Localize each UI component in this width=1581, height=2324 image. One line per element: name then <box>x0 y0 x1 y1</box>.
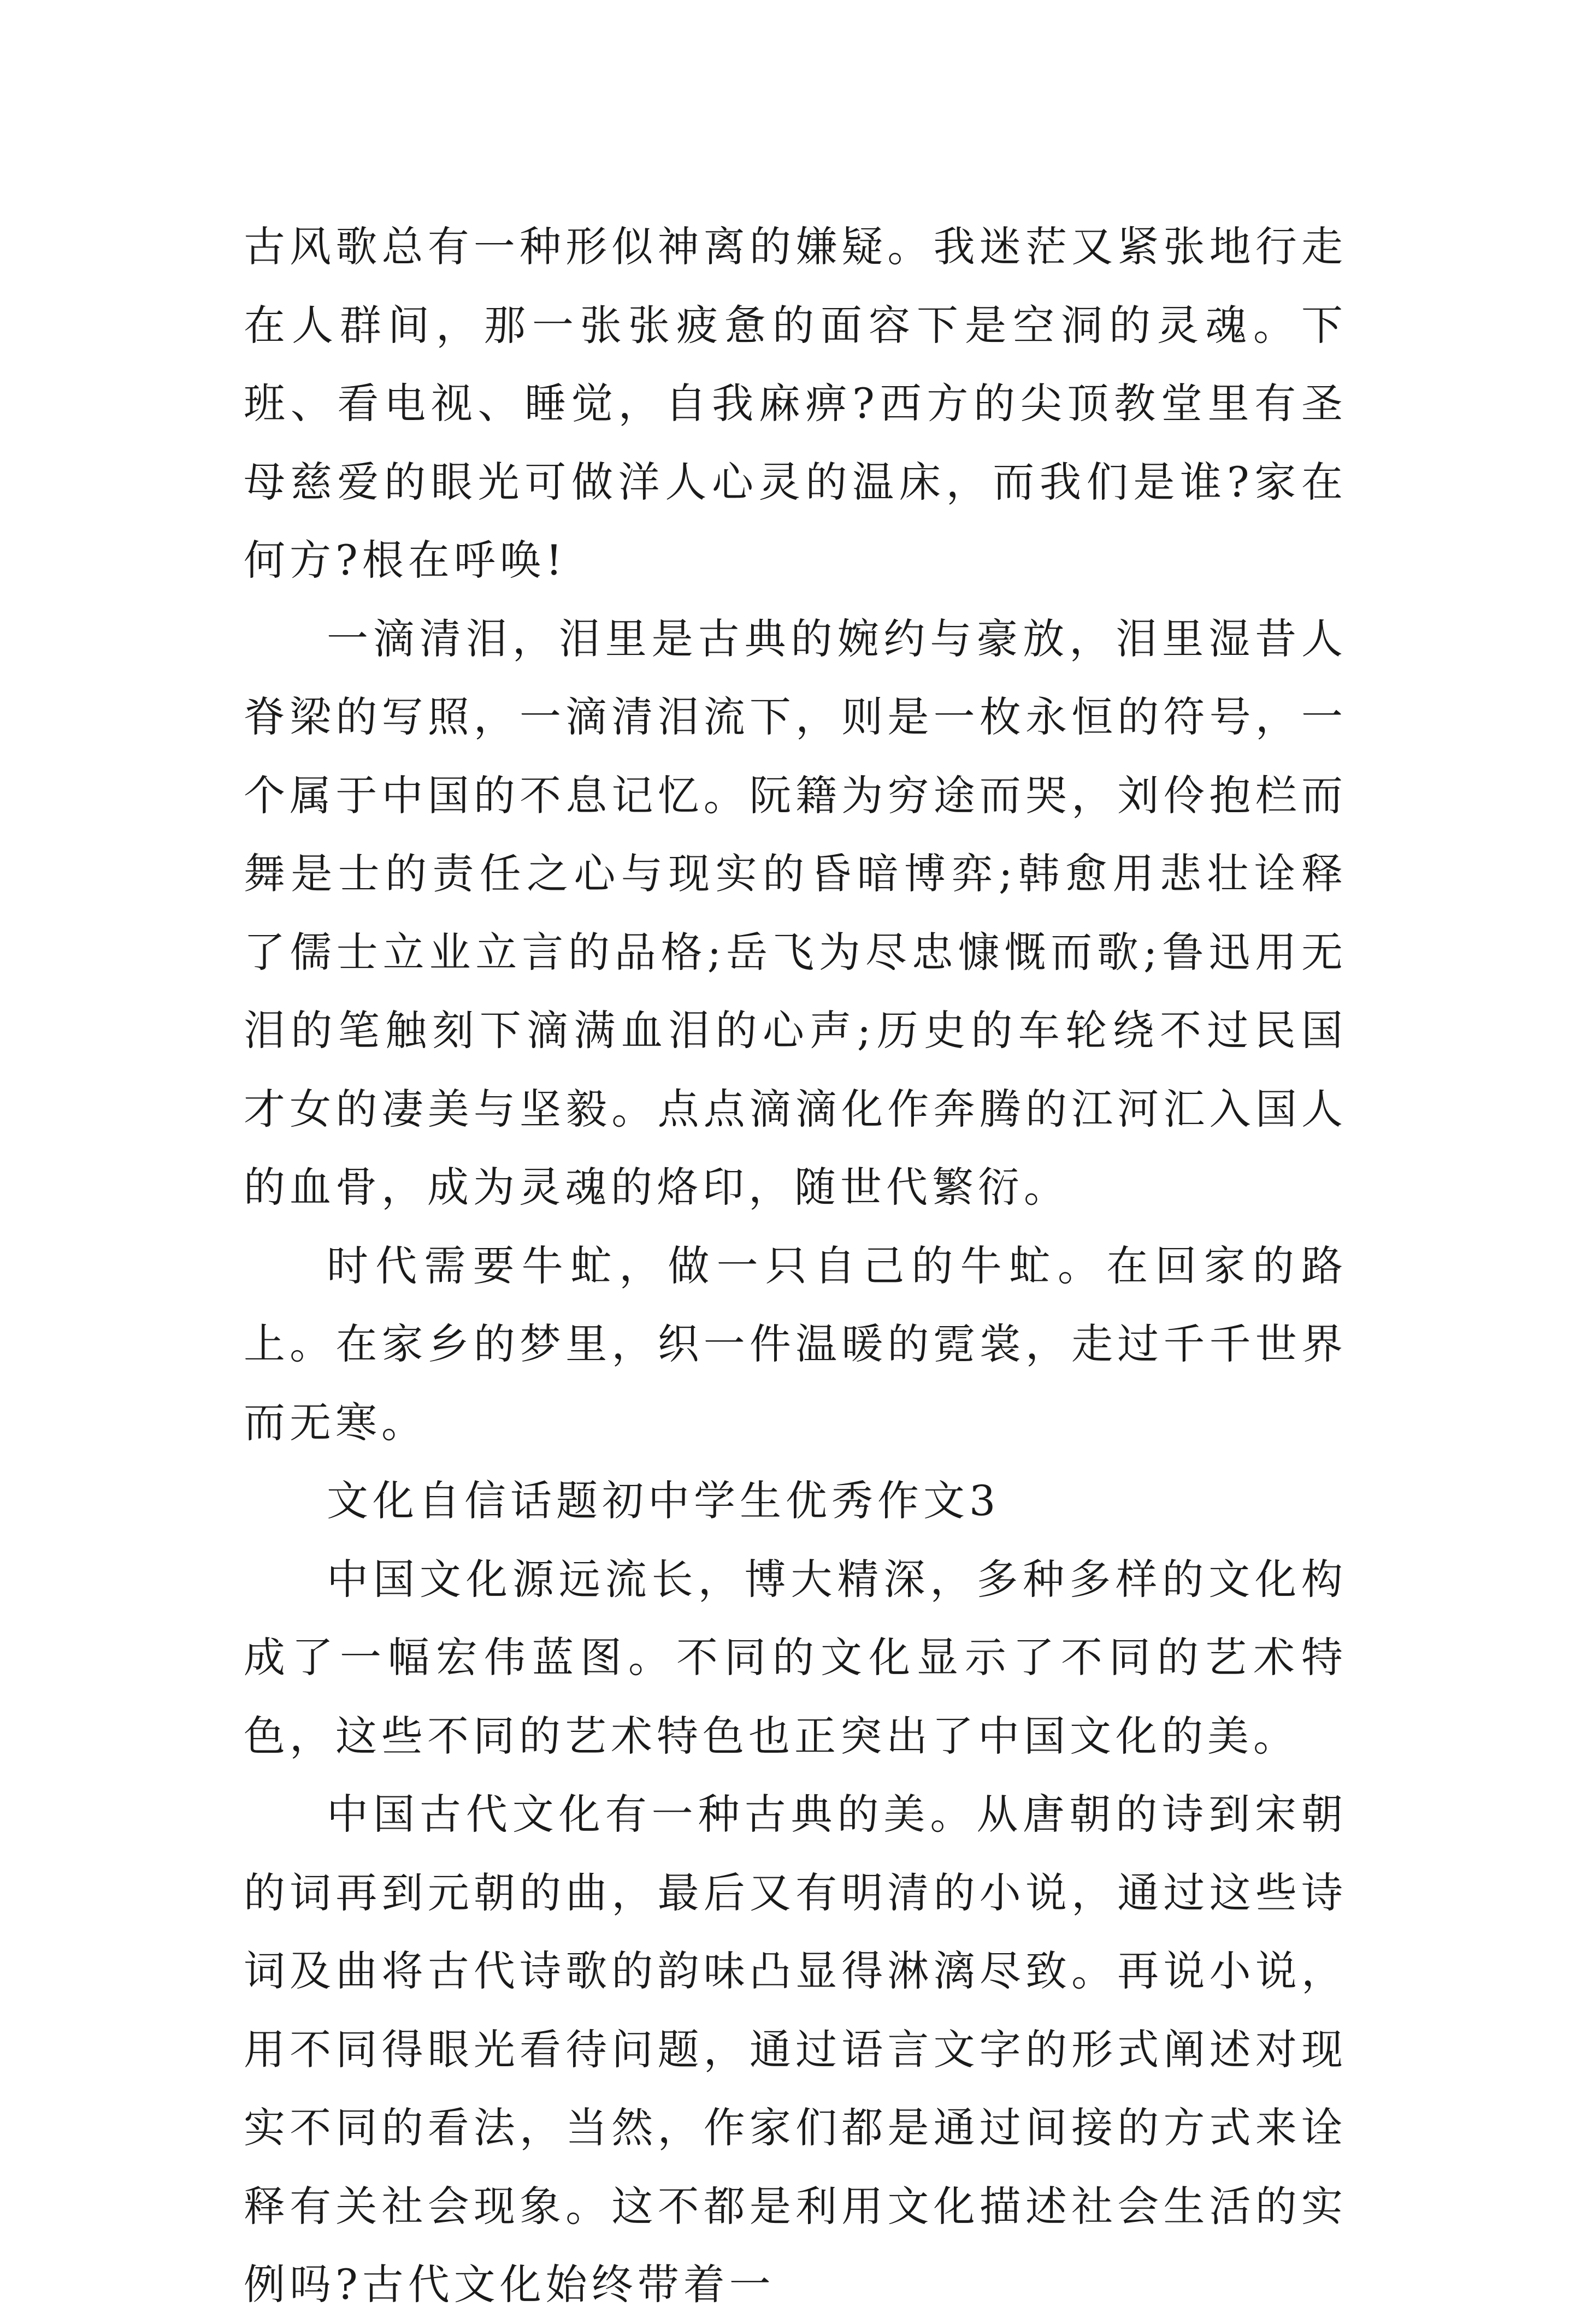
paragraph-4: 中国文化源远流长，博大精深，多种多样的文化构成了一幅宏伟蓝图。不同的文化显示了不同的艺术特色，这些不同的艺术特色也正突出了中国文化的美。 <box>244 1554 1347 1760</box>
paragraph-1: 古风歌总有一种形似神离的嫌疑。我迷茫又紧张地行走在人群间，那一张张疲惫的面容下是空洞的灵魂。下班、看电视、睡觉，自我麻痹?西方的尖顶教堂里有圣母慈爱的眼光可做洋人心灵的温床，而我们是谁?家在何方?根在呼唤! <box>244 222 1347 584</box>
document-page <box>244 208 1347 2324</box>
paragraph-2: 一滴清泪，泪里是古典的婉约与豪放，泪里湿昔人脊梁的写照，一滴清泪流下，则是一枚永恒的符号，一个属于中国的不息记忆。阮籍为穷途而哭，刘伶抱栏而舞是士的责任之心与现实的昏暗博弈;韩愈用悲壮诠释了儒士立业立言的品格;岳飞为尽忠慷慨而歌;鲁迅用无泪的笔触刻下滴满血泪的心声;历史的车轮绕不过民国才女的凄美与坚毅。点点滴滴化作奔腾的江河汇入国人的血骨，成为灵魂的烙印，随世代繁衍。 <box>244 614 1347 1211</box>
essay-heading: 文化自信话题初中学生优秀作文3 <box>327 1476 1000 1525</box>
paragraph-3: 时代需要牛虻，做一只自己的牛虻。在回家的路上。在家乡的梦里，织一件温暖的霓裳，走过千千世界而无寒。 <box>244 1241 1347 1447</box>
paragraph-5: 中国古代文化有一种古典的美。从唐朝的诗到宋朝的词再到元朝的曲，最后又有明清的小说，通过这些诗词及曲将古代诗歌的韵味凸显得淋漓尽致。再说小说，用不同得眼光看待问题，通过语言文字的形式阐述对现实不同的看法，当然，作家们都是通过间接的方式来诠释有关社会现象。这不都是利用文化描述社会生活的实例吗?古代文化始终带着一 <box>244 1790 1347 2309</box>
